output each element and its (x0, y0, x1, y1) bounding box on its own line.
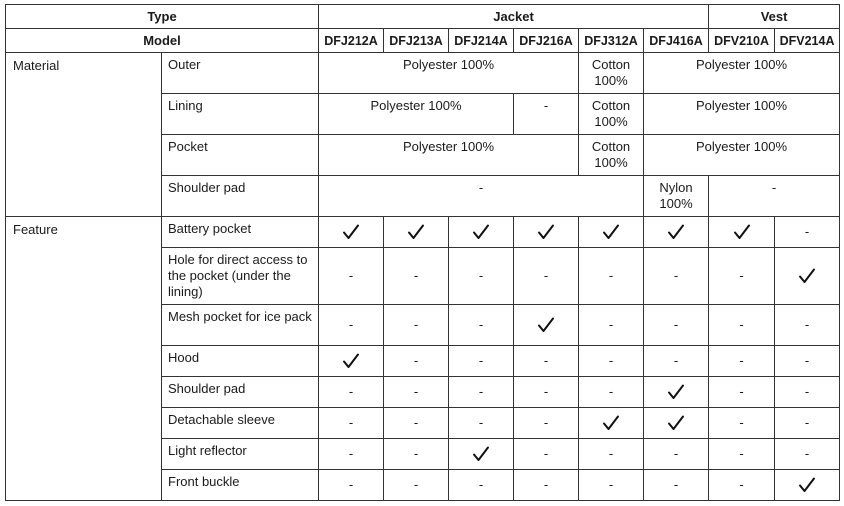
dash-mark: - (739, 477, 744, 492)
checkmark-icon (407, 223, 425, 241)
feature-cell (384, 408, 449, 439)
dash-mark: - (608, 477, 614, 492)
feature-cell (514, 470, 579, 501)
feature-cell (579, 377, 644, 408)
dash-mark: - (543, 446, 549, 461)
material-label: Lining (162, 94, 319, 135)
feature-cell (384, 470, 449, 501)
dash-mark: - (348, 477, 354, 492)
feature-label: Hole for direct access to the pocket (under the lining) (162, 248, 319, 305)
dash-mark: - (673, 317, 679, 332)
material-value: Polyester 100% (319, 53, 579, 94)
material-value: Polyester 100% (644, 94, 840, 135)
feature-cell (709, 377, 775, 408)
feature-cell (644, 408, 709, 439)
feature-cell (319, 248, 384, 305)
model-name: DFJ312A (579, 29, 644, 53)
feature-row (6, 217, 840, 248)
dash-mark: - (348, 384, 354, 399)
feature-cell (514, 305, 579, 346)
feature-cell (775, 305, 840, 346)
checkmark-icon (537, 223, 555, 241)
feature-cell (775, 346, 840, 377)
dash-mark: - (608, 353, 614, 368)
feature-cell (775, 217, 840, 248)
feature-cell (775, 248, 840, 305)
material-value: Polyester 100% (319, 94, 514, 135)
vest-header: Vest (709, 5, 840, 29)
checkmark-icon (667, 223, 685, 241)
checkmark-icon (602, 223, 620, 241)
feature-cell (775, 470, 840, 501)
dash-mark: - (673, 268, 679, 283)
feature-cell (319, 346, 384, 377)
checkmark-icon (733, 223, 751, 241)
feature-cell (449, 305, 514, 346)
feature-cell (319, 408, 384, 439)
feature-cell (579, 248, 644, 305)
dash-mark: - (739, 384, 744, 399)
feature-cell (384, 377, 449, 408)
feature-cell (579, 408, 644, 439)
feature-cell (514, 217, 579, 248)
feature-cell (644, 377, 709, 408)
feature-cell (775, 439, 840, 470)
model-name: DFJ212A (319, 29, 384, 53)
feature-cell (384, 439, 449, 470)
model-name: DFV214A (775, 29, 840, 53)
checkmark-icon (537, 316, 555, 334)
dash-mark: - (804, 415, 810, 430)
feature-label: Shoulder pad (162, 377, 319, 408)
model-header: Model (6, 29, 319, 53)
feature-label: Detachable sleeve (162, 408, 319, 439)
material-value: Cotton 100% (579, 94, 644, 135)
dash-mark: - (413, 317, 419, 332)
dash-mark: - (543, 415, 549, 430)
dash-mark: - (673, 446, 679, 461)
feature-cell (514, 346, 579, 377)
material-value: Cotton 100% (579, 53, 644, 94)
type-header-row (6, 5, 840, 29)
jacket-header: Jacket (319, 5, 709, 29)
feature-cell (709, 346, 775, 377)
checkmark-icon (472, 223, 490, 241)
checkmark-icon (667, 414, 685, 432)
material-outer-row (6, 53, 840, 94)
dash-mark: - (478, 317, 484, 332)
dash-mark: - (673, 353, 679, 368)
dash-mark: - (348, 446, 354, 461)
feature-cell (384, 305, 449, 346)
dash-mark: - (739, 446, 744, 461)
material-value: - (514, 94, 579, 135)
material-value: Polyester 100% (644, 135, 840, 176)
feature-cell (775, 408, 840, 439)
dash-mark: - (478, 268, 484, 283)
model-header-row (6, 29, 840, 53)
feature-cell (579, 346, 644, 377)
dash-mark: - (608, 446, 614, 461)
dash-mark: - (804, 224, 810, 239)
dash-mark: - (478, 415, 484, 430)
dash-mark: - (478, 384, 484, 399)
dash-mark: - (478, 477, 484, 492)
material-value: Polyester 100% (644, 53, 840, 94)
dash-mark: - (413, 446, 419, 461)
feature-cell (579, 305, 644, 346)
feature-cell (579, 470, 644, 501)
feature-section (6, 217, 840, 501)
feature-cell (644, 248, 709, 305)
feature-cell (449, 217, 514, 248)
feature-cell (514, 377, 579, 408)
feature-cell (644, 305, 709, 346)
feature-cell (514, 439, 579, 470)
material-label: Outer (162, 53, 319, 94)
feature-cell (709, 248, 775, 305)
checkmark-icon (798, 476, 816, 494)
model-name: DFJ216A (514, 29, 579, 53)
material-label: Pocket (162, 135, 319, 176)
material-value: Nylon 100% (644, 176, 709, 217)
material-value: - (709, 176, 840, 217)
feature-cell (449, 377, 514, 408)
dash-mark: - (608, 268, 614, 283)
feature-cell (319, 439, 384, 470)
dash-mark: - (804, 384, 810, 399)
dash-mark: - (543, 384, 549, 399)
feature-cell (514, 408, 579, 439)
checkmark-icon (798, 267, 816, 285)
feature-label: Mesh pocket for ice pack (162, 305, 319, 346)
feature-cell (514, 248, 579, 305)
dash-mark: - (739, 415, 744, 430)
dash-mark: - (543, 268, 549, 283)
feature-cell (709, 305, 775, 346)
dash-mark: - (413, 384, 419, 399)
dash-mark: - (413, 353, 419, 368)
checkmark-icon (602, 414, 620, 432)
feature-cell (449, 248, 514, 305)
dash-mark: - (478, 353, 484, 368)
feature-cell (319, 217, 384, 248)
feature-label: Battery pocket (162, 217, 319, 248)
dash-mark: - (673, 477, 679, 492)
dash-mark: - (413, 415, 419, 430)
dash-mark: - (413, 477, 419, 492)
material-value: - (319, 176, 644, 217)
spec-table (5, 4, 840, 501)
feature-cell (384, 346, 449, 377)
dash-mark: - (739, 317, 744, 332)
feature-cell (449, 470, 514, 501)
feature-cell (384, 248, 449, 305)
model-name: DFJ214A (449, 29, 514, 53)
dash-mark: - (804, 317, 810, 332)
checkmark-icon (667, 383, 685, 401)
feature-label: Hood (162, 346, 319, 377)
feature-cell (644, 470, 709, 501)
feature-cell (644, 346, 709, 377)
model-name: DFJ213A (384, 29, 449, 53)
dash-mark: - (739, 268, 744, 283)
feature-cell (384, 217, 449, 248)
dash-mark: - (413, 268, 419, 283)
dash-mark: - (804, 353, 810, 368)
feature-cell (644, 439, 709, 470)
feature-cell (319, 305, 384, 346)
feature-cell (319, 377, 384, 408)
feature-label: Front buckle (162, 470, 319, 501)
feature-label: Light reflector (162, 439, 319, 470)
dash-mark: - (608, 317, 614, 332)
dash-mark: - (543, 353, 549, 368)
dash-mark: - (543, 477, 549, 492)
model-name: DFJ416A (644, 29, 709, 53)
type-header: Type (6, 5, 319, 29)
feature-cell (319, 470, 384, 501)
feature-cell (644, 217, 709, 248)
feature-cell (775, 377, 840, 408)
material-group-label: Material (6, 53, 162, 217)
feature-cell (709, 408, 775, 439)
feature-group-label: Feature (6, 217, 162, 501)
feature-cell (449, 346, 514, 377)
dash-mark: - (804, 446, 810, 461)
material-value: Cotton 100% (579, 135, 644, 176)
dash-mark: - (348, 317, 354, 332)
checkmark-icon (472, 445, 490, 463)
checkmark-icon (342, 223, 360, 241)
model-name: DFV210A (709, 29, 775, 53)
material-value: Polyester 100% (319, 135, 579, 176)
feature-cell (449, 439, 514, 470)
feature-cell (709, 439, 775, 470)
dash-mark: - (608, 384, 614, 399)
feature-cell (579, 439, 644, 470)
feature-cell (709, 217, 775, 248)
dash-mark: - (739, 353, 744, 368)
dash-mark: - (348, 268, 354, 283)
checkmark-icon (342, 352, 360, 370)
feature-cell (579, 217, 644, 248)
feature-cell (709, 470, 775, 501)
feature-cell (449, 408, 514, 439)
material-label: Shoulder pad (162, 176, 319, 217)
dash-mark: - (348, 415, 354, 430)
